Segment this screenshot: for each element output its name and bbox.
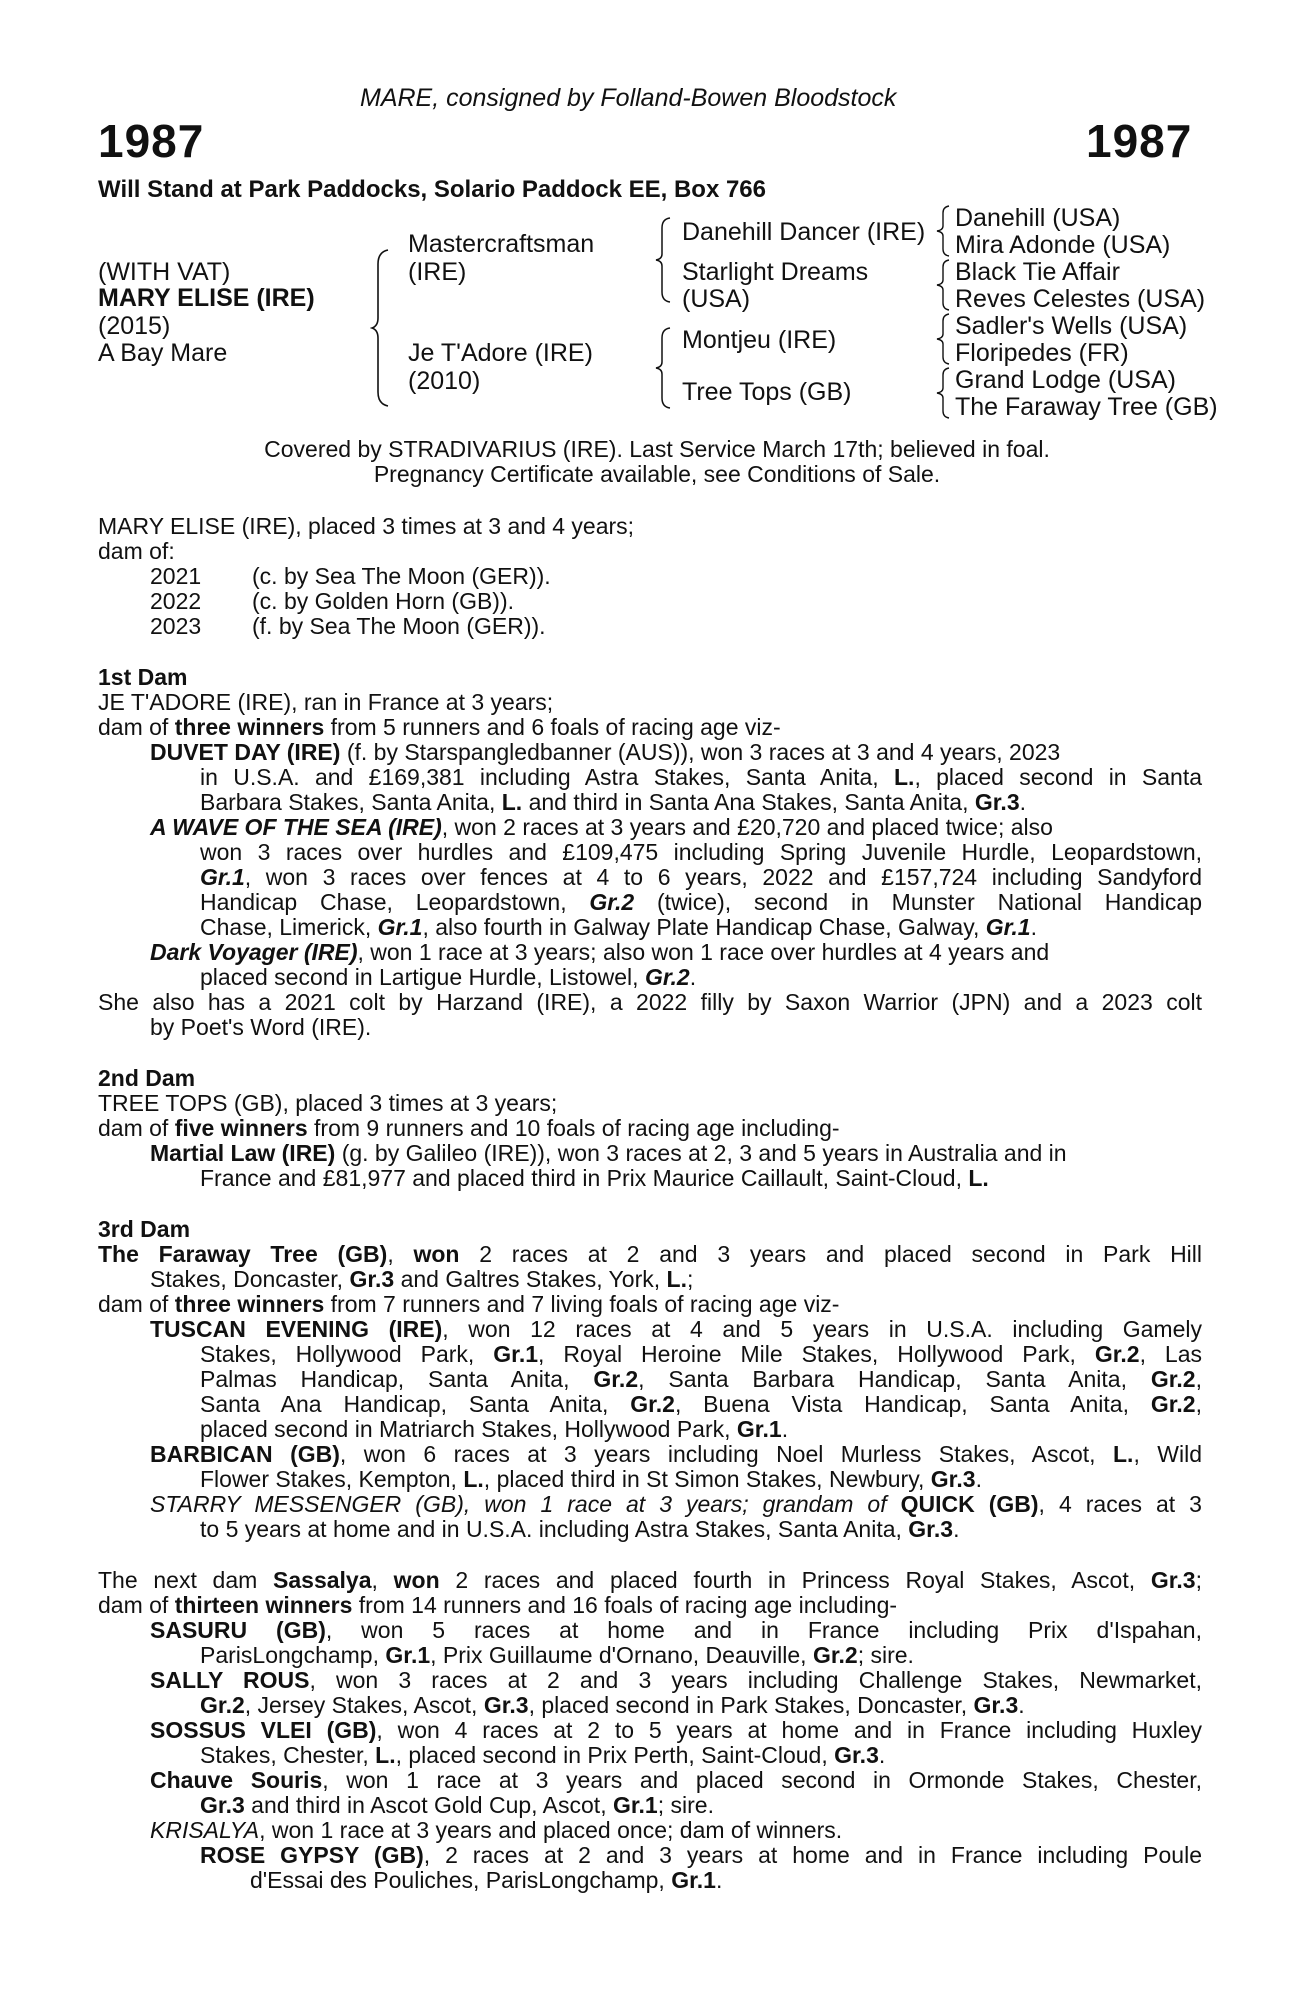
lot-number-left: 1987 — [98, 115, 205, 167]
tuscan-evening-line-3: Palmas Handicap, Santa Anita, Gr.2, Santa Barbara Handicap, Santa Anita, Gr.2, — [200, 1366, 1202, 1392]
dam-sire: Montjeu (IRE) — [682, 326, 837, 354]
brace-sire — [654, 216, 674, 304]
sire-dam-country: (USA) — [682, 285, 751, 313]
third-dam-heading: 3rd Dam — [98, 1216, 191, 1242]
sally-rous-line-1: SALLY ROUS, won 3 races at 2 and 3 years including Challenge Stakes, Newmarket, — [150, 1667, 1202, 1693]
tuscan-evening-line-4: Santa Ana Handicap, Santa Anita, Gr.2, Buena Vista Handicap, Santa Anita, Gr.2, — [200, 1391, 1202, 1417]
sally-rous-line-2: Gr.2, Jersey Stakes, Ascot, Gr.3, placed second in Park Stakes, Doncaster, Gr.3. — [200, 1692, 1025, 1718]
dam-dam: Tree Tops (GB) — [682, 378, 852, 406]
lot-number-right: 1987 — [1086, 115, 1193, 167]
first-dam-line: JE T'ADORE (IRE), ran in France at 3 years; — [98, 689, 554, 715]
rose-gypsy-line-1: ROSE GYPSY (GB), 2 races at 2 and 3 years at home and in France including Poule — [200, 1842, 1202, 1868]
also-has-line-2: by Poet's Word (IRE). — [150, 1014, 372, 1040]
horse-description: A Bay Mare — [98, 339, 228, 367]
duvet-day-line-1: DUVET DAY (IRE) (f. by Starspangledbanner (AUS)), won 3 races at 3 and 4 years, 2023 — [150, 739, 1061, 765]
brace-sd — [935, 258, 953, 312]
horse-name: ROSE GYPSY (GB) — [200, 1842, 424, 1868]
second-dam-heading: 2nd Dam — [98, 1065, 196, 1091]
ds-sire: Sadler's Wells (USA) — [955, 312, 1188, 340]
ss-sire: Danehill (USA) — [955, 204, 1121, 232]
sossus-vlei-line-1: SOSSUS VLEI (GB), won 4 races at 2 to 5 years at home and in France including Huxley — [150, 1717, 1202, 1743]
dam-name: Je T'Adore (IRE) — [408, 339, 593, 367]
brace-ds — [935, 312, 953, 366]
mare-dam-of: dam of: — [98, 538, 175, 564]
martial-law-line-1: Martial Law (IRE) (g. by Galileo (IRE)), won 3 races at 2, 3 and 5 years in Australia and in — [150, 1140, 1067, 1166]
horse-year: (2015) — [98, 312, 171, 340]
third-dam-produce-line: dam of three winners from 7 runners and 7 living foals of racing age viz- — [98, 1291, 840, 1317]
produce-text: (f. by Sea The Moon (GER)). — [252, 613, 546, 639]
third-dam-line-1: The Faraway Tree (GB), won 2 races at 2 and 3 years and placed second in Park Hill — [98, 1241, 1203, 1267]
next-dam-line-1: The next dam Sassalya, won 2 races and placed fourth in Princess Royal Stakes, Ascot, Gr.3; — [98, 1567, 1202, 1593]
first-dam-heading: 1st Dam — [98, 664, 188, 690]
krisalya-line: KRISALYA, won 1 race at 3 years and placed once; dam of winners. — [150, 1817, 843, 1843]
horse-name: Martial Law (IRE) — [150, 1140, 336, 1166]
brace-dd — [935, 366, 953, 420]
rose-gypsy-line-2: d'Essai des Pouliches, ParisLongchamp, Gr.1. — [250, 1867, 723, 1893]
brace-ss — [935, 204, 953, 258]
first-dam-produce-line: dam of three winners from 5 runners and 6 foals of racing age viz- — [98, 714, 781, 740]
starry-messenger-line-1: STARRY MESSENGER (GB), won 1 race at 3 years; grandam of QUICK (GB), 4 races at 3 — [150, 1491, 1202, 1517]
sire-sire: Danehill Dancer (IRE) — [682, 218, 926, 246]
horse-name: Dark Voyager (IRE) — [150, 939, 358, 965]
horse-name: A WAVE OF THE SEA (IRE) — [150, 814, 442, 840]
consignor-line: MARE, consigned by Folland-Bowen Bloodstock — [360, 84, 897, 112]
stand-location: Will Stand at Park Paddocks, Solario Paddock EE, Box 766 — [98, 176, 767, 203]
barbican-line-2: Flower Stakes, Kempton, L., placed third in St Simon Stakes, Newbury, Gr.3. — [200, 1466, 982, 1492]
second-dam-line: TREE TOPS (GB), placed 3 times at 3 years; — [98, 1090, 558, 1116]
starry-messenger-line-2: to 5 years at home and in U.S.A. including Astra Stakes, Santa Anita, Gr.3. — [200, 1516, 960, 1542]
produce-year: 2023 — [150, 613, 202, 639]
duvet-day-line-3: Barbara Stakes, Santa Anita, L. and third in Santa Ana Stakes, Santa Anita, Gr.3. — [200, 789, 1027, 815]
pregnancy-line: Pregnancy Certificate available, see Conditions of Sale. — [373, 461, 941, 487]
produce-year: 2022 — [150, 588, 202, 614]
produce-year: 2021 — [150, 563, 202, 589]
wave-line-1: A WAVE OF THE SEA (IRE), won 2 races at 3 years and £20,720 and placed twice; also — [150, 814, 1053, 840]
wave-line-4: Handicap Chase, Leopardstown, Gr.2 (twice), second in Munster National Handicap — [200, 889, 1202, 915]
sd-sire: Black Tie Affair — [955, 258, 1120, 286]
dark-voyager-line-2: placed second in Lartigue Hurdle, Listowel, Gr.2. — [200, 964, 697, 990]
horse-name: BARBICAN (GB) — [150, 1441, 340, 1467]
duvet-day-line-2: in U.S.A. and £169,381 including Astra Stakes, Santa Anita, L., placed second in Santa — [200, 764, 1203, 790]
wave-line-2: won 3 races over hurdles and £109,475 including Spring Juvenile Hurdle, Leopardstown, — [200, 839, 1202, 865]
next-dam-produce-line: dam of thirteen winners from 14 runners and 16 foals of racing age including- — [98, 1592, 898, 1618]
produce-text: (c. by Golden Horn (GB)). — [252, 588, 515, 614]
horse-name: STARRY MESSENGER (GB) — [150, 1491, 464, 1517]
horse-name: TUSCAN EVENING (IRE) — [150, 1316, 443, 1342]
sire-country: (IRE) — [408, 258, 467, 286]
martial-law-line-2: France and £81,977 and placed third in Prix Maurice Caillault, Saint-Cloud, L. — [200, 1165, 989, 1191]
horse-name: KRISALYA — [150, 1817, 260, 1843]
dd-dam: The Faraway Tree (GB) — [955, 393, 1218, 421]
ss-dam: Mira Adonde (USA) — [955, 231, 1171, 259]
ds-dam: Floripedes (FR) — [955, 339, 1129, 367]
mare-summary: MARY ELISE (IRE), placed 3 times at 3 and 4 years; — [98, 513, 635, 539]
horse-name: SOSSUS VLEI (GB) — [150, 1717, 377, 1743]
horse-name: Chauve Souris — [150, 1767, 323, 1793]
wave-line-3: Gr.1, won 3 races over fences at 4 to 6 years, 2022 and £157,724 including Sandyford — [200, 864, 1202, 890]
dam-year: (2010) — [408, 367, 481, 395]
brace-dam — [654, 326, 674, 410]
chauve-souris-line-1: Chauve Souris, won 1 race at 3 years and placed second in Ormonde Stakes, Chester, — [150, 1767, 1203, 1793]
horse-name: MARY ELISE (IRE) — [98, 284, 315, 312]
tuscan-evening-line-2: Stakes, Hollywood Park, Gr.1, Royal Heroine Mile Stakes, Hollywood Park, Gr.2, Las — [200, 1341, 1202, 1367]
sasuru-line-1: SASURU (GB), won 5 races at home and in France including Prix d'Ispahan, — [150, 1617, 1202, 1643]
sd-dam: Reves Celestes (USA) — [955, 285, 1206, 313]
horse-name: SALLY ROUS — [150, 1667, 310, 1693]
horse-name: DUVET DAY (IRE) — [150, 739, 341, 765]
vat-note: (WITH VAT) — [98, 258, 231, 286]
tuscan-evening-line-5: placed second in Matriarch Stakes, Hollywood Park, Gr.1. — [200, 1416, 789, 1442]
wave-line-5: Chase, Limerick, Gr.1, also fourth in Galway Plate Handicap Chase, Galway, Gr.1. — [200, 914, 1037, 940]
tuscan-evening-line-1: TUSCAN EVENING (IRE), won 12 races at 4 and 5 years in U.S.A. including Gamely — [150, 1316, 1202, 1342]
brace-horse — [370, 248, 392, 408]
covered-line: Covered by STRADIVARIUS (IRE). Last Service March 17th; believed in foal. — [264, 436, 1050, 462]
chauve-souris-line-2: Gr.3 and third in Ascot Gold Cup, Ascot, Gr.1; sire. — [200, 1792, 714, 1818]
sossus-vlei-line-2: Stakes, Chester, L., placed second in Prix Perth, Saint-Cloud, Gr.3. — [200, 1742, 886, 1768]
barbican-line-1: BARBICAN (GB), won 6 races at 3 years including Noel Murless Stakes, Ascot, L., Wild — [150, 1441, 1203, 1467]
second-dam-produce-line: dam of five winners from 9 runners and 10 foals of racing age including- — [98, 1115, 840, 1141]
also-has-line-1: She also has a 2021 colt by Harzand (IRE), a 2022 filly by Saxon Warrior (JPN) and a 2023 colt — [98, 989, 1202, 1015]
sasuru-line-2: ParisLongchamp, Gr.1, Prix Guillaume d'Ornano, Deauville, Gr.2; sire. — [200, 1642, 914, 1668]
dd-sire: Grand Lodge (USA) — [955, 366, 1176, 394]
sire-name: Mastercraftsman — [408, 230, 595, 258]
sire-dam-name: Starlight Dreams — [682, 258, 869, 286]
horse-name: SASURU (GB) — [150, 1617, 326, 1643]
third-dam-line-2: Stakes, Doncaster, Gr.3 and Galtres Stakes, York, L.; — [150, 1266, 694, 1292]
dark-voyager-line-1: Dark Voyager (IRE), won 1 race at 3 years; also won 1 race over hurdles at 4 years and — [150, 939, 1050, 965]
produce-text: (c. by Sea The Moon (GER)). — [252, 563, 551, 589]
